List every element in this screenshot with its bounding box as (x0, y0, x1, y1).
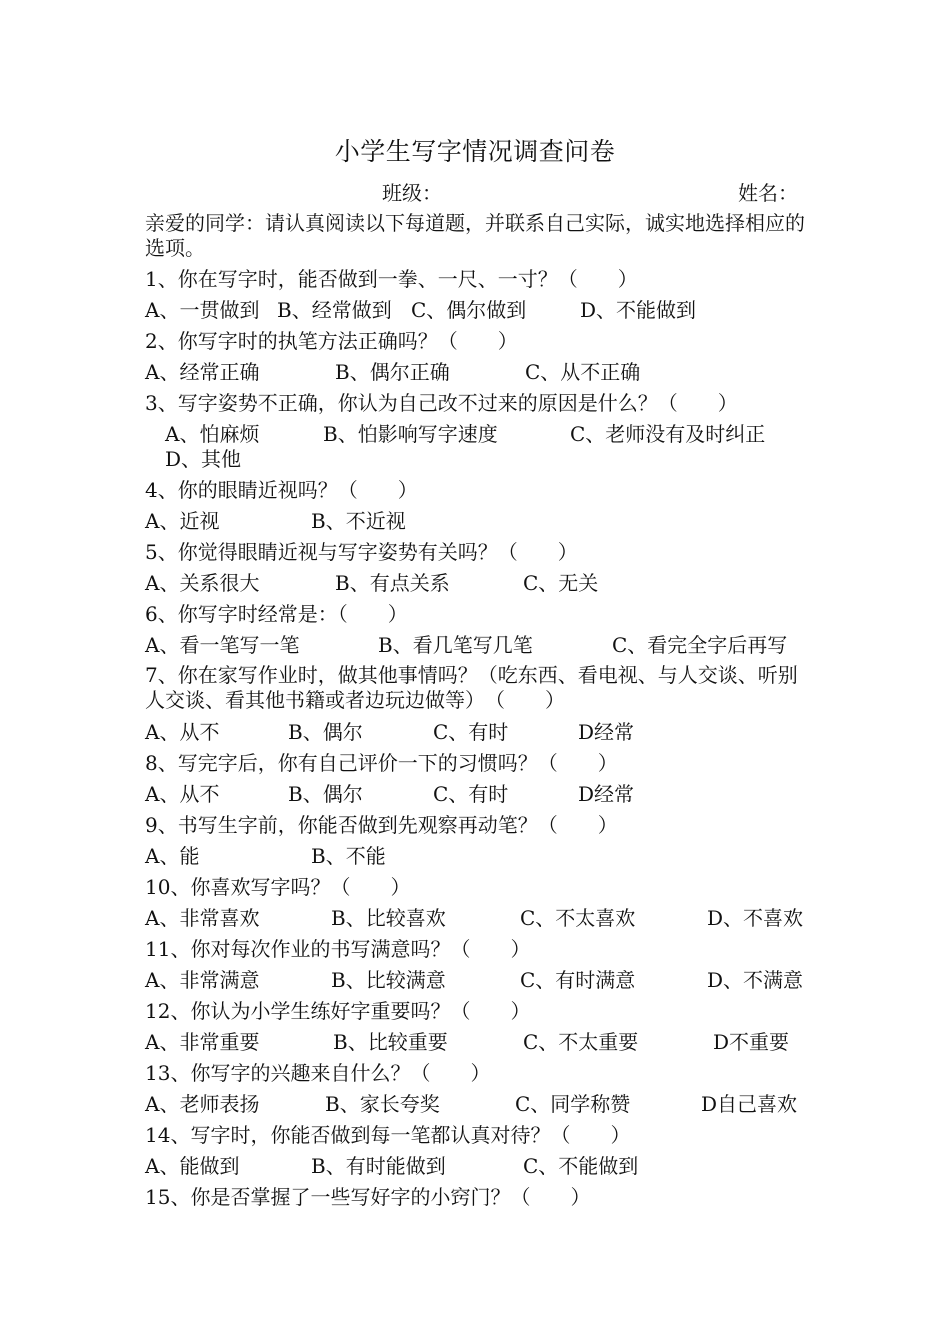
question-7: 7、你在家写作业时，做其他事情吗？（吃东西、看电视、与人交谈、听别人交谈、看其他书籍或者边玩边做等） （ ） (145, 663, 798, 712)
option-7d[interactable]: D经常 (578, 720, 635, 744)
question-3: 3、写字姿势不正确，你认为自己改不过来的原因是什么？（ ） (145, 391, 738, 415)
option-5a[interactable]: A、关系很大 (145, 571, 260, 595)
option-6c[interactable]: C、看完全字后再写 (612, 633, 788, 657)
option-14c[interactable]: C、不能做到 (523, 1154, 639, 1178)
option-5b[interactable]: B、有点关系 (335, 571, 450, 595)
question-11: 11、你对每次作业的书写满意吗？（ ） (145, 937, 531, 961)
option-12a[interactable]: A、非常重要 (145, 1030, 260, 1054)
option-3b[interactable]: B、怕影响写字速度 (323, 422, 498, 446)
option-11b[interactable]: B、比较满意 (331, 968, 446, 992)
option-5c[interactable]: C、无关 (523, 571, 599, 595)
option-10d[interactable]: D、不喜欢 (707, 906, 804, 930)
option-7b[interactable]: B、偶尔 (288, 720, 363, 744)
option-13b[interactable]: B、家长夸奖 (325, 1092, 440, 1116)
option-12b[interactable]: B、比较重要 (333, 1030, 448, 1054)
page-title: 小学生写字情况调查问卷 (334, 137, 616, 166)
question-5: 5、你觉得眼睛近视与写字姿势有关吗？（ ） (145, 540, 578, 564)
option-12c[interactable]: C、不太重要 (523, 1030, 639, 1054)
option-8b[interactable]: B、偶尔 (288, 782, 363, 806)
option-8d[interactable]: D经常 (578, 782, 635, 806)
option-2b[interactable]: B、偶尔正确 (335, 360, 450, 384)
option-14a[interactable]: A、能做到 (145, 1154, 240, 1178)
question-10: 10、你喜欢写字吗？（ ） (145, 875, 411, 899)
option-4b[interactable]: B、不近视 (311, 509, 406, 533)
option-8a[interactable]: A、从不 (145, 782, 220, 806)
option-7c[interactable]: C、有时 (433, 720, 509, 744)
option-8c[interactable]: C、有时 (433, 782, 509, 806)
option-3a[interactable]: A、怕麻烦 (165, 422, 260, 446)
option-14b[interactable]: B、有时能做到 (311, 1154, 446, 1178)
option-1b[interactable]: B、经常做到 (277, 298, 392, 322)
option-4a[interactable]: A、近视 (145, 509, 220, 533)
option-12d[interactable]: D不重要 (713, 1030, 790, 1054)
question-14: 14、写字时，你能否做到每一笔都认真对待？（ ） (145, 1123, 631, 1147)
option-1a[interactable]: A、一贯做到 (145, 298, 260, 322)
option-3c[interactable]: C、老师没有及时纠正 (570, 422, 766, 446)
option-6b[interactable]: B、看几笔写几笔 (378, 633, 533, 657)
option-11a[interactable]: A、非常满意 (145, 968, 260, 992)
question-13: 13、你写字的兴趣来自什么？（ ） (145, 1061, 491, 1085)
option-2c[interactable]: C、从不正确 (525, 360, 641, 384)
option-1c[interactable]: C、偶尔做到 (411, 298, 527, 322)
option-9a[interactable]: A、能 (145, 844, 200, 868)
option-2a[interactable]: A、经常正确 (145, 360, 260, 384)
option-10a[interactable]: A、非常喜欢 (145, 906, 260, 930)
option-13d[interactable]: D自己喜欢 (701, 1092, 798, 1116)
option-10b[interactable]: B、比较喜欢 (331, 906, 446, 930)
option-10c[interactable]: C、不太喜欢 (520, 906, 636, 930)
question-12: 12、你认为小学生练好字重要吗？（ ） (145, 999, 531, 1023)
class-field-label: 班级： (382, 181, 442, 205)
option-11c[interactable]: C、有时满意 (520, 968, 636, 992)
option-3d[interactable]: D、其他 (165, 447, 242, 471)
question-2: 2、你写字时的执笔方法正确吗？（ ） (145, 329, 518, 353)
option-11d[interactable]: D、不满意 (707, 968, 804, 992)
question-4: 4、你的眼睛近视吗？（ ） (145, 478, 418, 502)
option-1d[interactable]: D、不能做到 (580, 298, 697, 322)
option-7a[interactable]: A、从不 (145, 720, 220, 744)
option-13c[interactable]: C、同学称赞 (515, 1092, 631, 1116)
name-field-label: 姓名： (738, 181, 798, 205)
question-1: 1、你在写字时，能否做到一拳、一尺、一寸？（ ） (145, 267, 638, 291)
option-13a[interactable]: A、老师表扬 (145, 1092, 260, 1116)
option-9b[interactable]: B、不能 (311, 844, 386, 868)
question-6: 6、你写字时经常是：（ ） (145, 602, 408, 626)
question-15: 15、你是否掌握了一些写好字的小窍门？（ ） (145, 1185, 591, 1209)
question-9: 9、书写生字前，你能否做到先观察再动笔？（ ） (145, 813, 618, 837)
option-6a[interactable]: A、看一笔写一笔 (145, 633, 300, 657)
question-8: 8、写完字后，你有自己评价一下的习惯吗？（ ） (145, 751, 618, 775)
intro-text: 亲爱的同学：请认真阅读以下每道题，并联系自己实际，诚实地选择相应的选项。 (145, 211, 805, 260)
